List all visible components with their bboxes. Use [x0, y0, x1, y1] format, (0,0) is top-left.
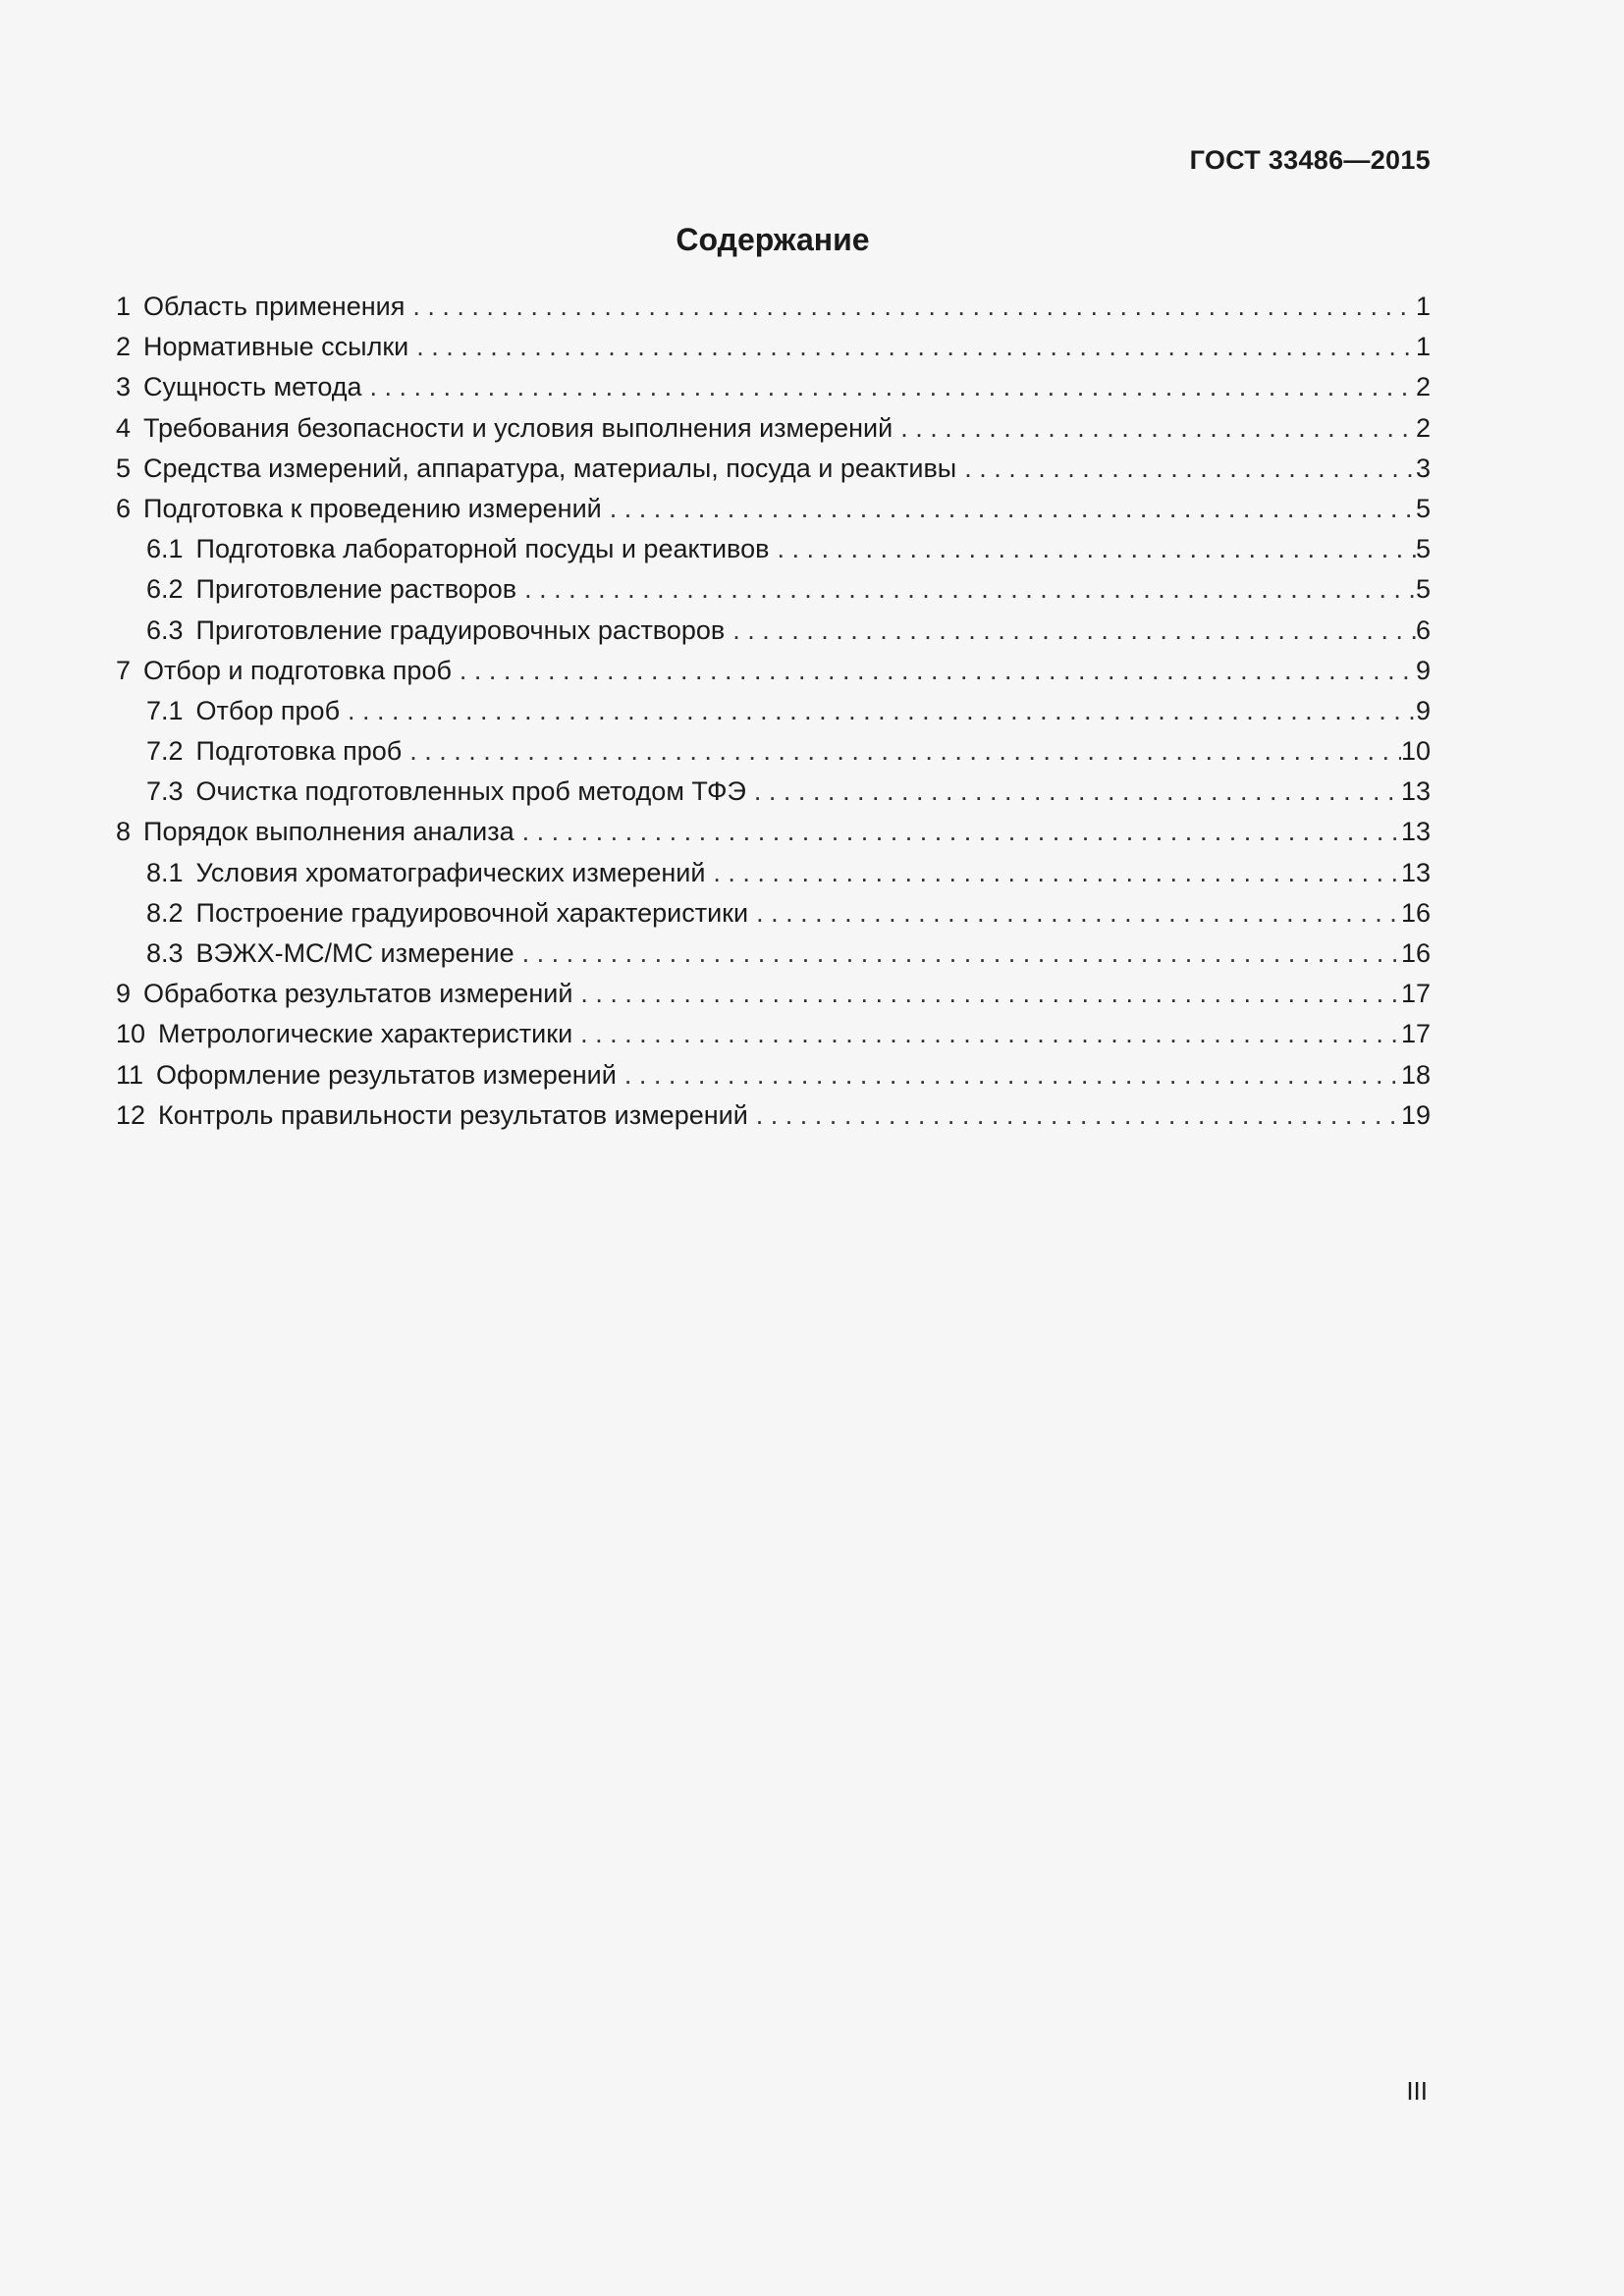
toc-entry-number: 2 — [116, 332, 132, 362]
toc-entry-title: Нормативные ссылки — [143, 332, 409, 362]
toc-entry-page: 9 — [1415, 655, 1431, 685]
toc-entry-title: Метрологические характеристики — [158, 1019, 573, 1049]
toc-entry-number: 10 — [116, 1019, 146, 1049]
toc-entry-number: 6 — [116, 493, 132, 523]
dot-leader — [769, 529, 1416, 569]
toc-entry-page: 5 — [1415, 493, 1431, 523]
dot-leader — [408, 327, 1416, 367]
toc-entry-page: 13 — [1400, 776, 1431, 807]
toc-entry-2[interactable] — [116, 327, 1431, 367]
toc-entry-title: Подготовка к проведению измерений — [143, 493, 602, 523]
toc-entry-title: Условия хроматографических измерений — [195, 857, 706, 887]
toc-entry-title: Очистка подготовленных проб методом ТФЭ — [195, 776, 746, 807]
toc-entry-number: 8.1 — [146, 857, 184, 887]
toc-entry-1[interactable] — [116, 287, 1431, 327]
page-number: III — [1406, 2076, 1428, 2106]
toc-entry-number: 8 — [116, 817, 132, 847]
dot-leader — [602, 489, 1416, 529]
toc-entry-title: Приготовление растворов — [195, 574, 517, 605]
toc-entry-number: 1 — [116, 292, 132, 321]
toc-entry-title: Отбор и подготовка проб — [143, 655, 452, 685]
toc-entry-10[interactable] — [116, 1014, 1431, 1054]
dot-leader — [405, 287, 1416, 327]
toc-entry-title: Обработка результатов измерений — [143, 979, 573, 1009]
toc-entry-page: 13 — [1400, 817, 1431, 847]
toc-entry-page: 17 — [1400, 1019, 1431, 1049]
toc-entry-11[interactable] — [116, 1055, 1431, 1095]
toc-entry-number: 12 — [116, 1099, 146, 1130]
toc-entry-number: 7.2 — [146, 736, 184, 767]
toc-entry-6-1[interactable] — [116, 529, 1431, 569]
toc-entry-page: 1 — [1415, 292, 1431, 321]
toc-entry-7-1[interactable] — [116, 691, 1431, 731]
toc-entry-title: Подготовка лабораторной посуды и реактивов — [195, 534, 770, 564]
toc-entry-4[interactable] — [116, 408, 1431, 449]
toc-entry-title: Контроль правильности результатов измерений — [158, 1099, 748, 1130]
dot-leader — [402, 731, 1401, 772]
dot-leader — [893, 408, 1416, 449]
toc-entry-5[interactable] — [116, 449, 1431, 489]
toc-entry-page: 6 — [1415, 614, 1431, 645]
toc-entry-page: 3 — [1415, 453, 1431, 483]
toc-entry-number: 4 — [116, 412, 132, 443]
toc-entry-title: Порядок выполнения анализа — [143, 817, 514, 847]
dot-leader — [956, 449, 1416, 489]
toc-entry-title: Приготовление градуировочных растворов — [195, 614, 726, 645]
toc-entry-page: 1 — [1415, 332, 1431, 362]
toc-entry-6[interactable] — [116, 489, 1431, 529]
toc-entry-number: 7.3 — [146, 776, 184, 807]
toc-entry-9[interactable] — [116, 974, 1431, 1014]
toc-entry-number: 6.1 — [146, 534, 184, 564]
dot-leader — [748, 1095, 1401, 1136]
toc-entry-title: Сущность метода — [143, 372, 362, 402]
dot-leader — [572, 1014, 1401, 1054]
toc-entry-title: Подготовка проб — [195, 736, 403, 767]
dot-leader — [514, 934, 1401, 974]
toc-entry-number: 7 — [116, 655, 132, 685]
toc-entry-title: Построение градуировочной характеристики — [195, 897, 749, 928]
table-of-contents — [116, 287, 1431, 1136]
document-code: ГОСТ 33486—2015 — [1189, 145, 1431, 175]
toc-title: Содержание — [676, 222, 870, 257]
toc-entry-page: 5 — [1415, 574, 1431, 605]
toc-entry-title: Оформление результатов измерений — [156, 1059, 617, 1090]
toc-entry-number: 9 — [116, 979, 132, 1009]
toc-entry-title: Отбор проб — [195, 695, 341, 725]
toc-entry-page: 2 — [1415, 412, 1431, 443]
dot-leader — [452, 651, 1416, 691]
toc-entry-number: 6.3 — [146, 614, 184, 645]
toc-entry-title: ВЭЖХ-МС/МС измерение — [195, 938, 514, 968]
toc-entry-page: 10 — [1400, 736, 1431, 767]
dot-leader — [725, 611, 1416, 651]
dot-leader — [705, 853, 1401, 893]
dot-leader — [516, 569, 1416, 610]
toc-entry-7[interactable] — [116, 651, 1431, 691]
toc-entry-8-1[interactable] — [116, 853, 1431, 893]
toc-entry-3[interactable] — [116, 367, 1431, 407]
toc-entry-8-2[interactable] — [116, 893, 1431, 934]
toc-entry-number: 11 — [116, 1059, 144, 1090]
toc-entry-page: 16 — [1400, 938, 1431, 968]
toc-entry-6-2[interactable] — [116, 569, 1431, 610]
toc-entry-number: 5 — [116, 453, 132, 483]
toc-entry-7-3[interactable] — [116, 772, 1431, 812]
toc-entry-number: 6.2 — [146, 574, 184, 605]
toc-entry-page: 16 — [1400, 897, 1431, 928]
toc-entry-number: 8.3 — [146, 938, 184, 968]
toc-entry-number: 8.2 — [146, 897, 184, 928]
toc-entry-title: Средства измерений, аппаратура, материалы, посуда и реактивы — [143, 453, 957, 483]
toc-entry-page: 18 — [1400, 1059, 1431, 1090]
dot-leader — [572, 974, 1401, 1014]
toc-entry-page: 2 — [1415, 372, 1431, 402]
toc-entry-8-3[interactable] — [116, 934, 1431, 974]
dot-leader — [748, 893, 1401, 934]
dot-leader — [340, 691, 1416, 731]
toc-entry-page: 17 — [1400, 979, 1431, 1009]
dot-leader — [746, 772, 1401, 812]
dot-leader — [362, 367, 1416, 407]
toc-entry-page: 5 — [1415, 534, 1431, 564]
dot-leader — [514, 812, 1401, 852]
toc-entry-12[interactable] — [116, 1095, 1431, 1136]
toc-entry-6-3[interactable] — [116, 611, 1431, 651]
toc-entry-title: Область применения — [143, 292, 406, 321]
toc-entry-page: 19 — [1400, 1099, 1431, 1130]
dot-leader — [617, 1055, 1401, 1095]
toc-entry-number: 3 — [116, 372, 132, 402]
toc-entry-8[interactable] — [116, 812, 1431, 852]
toc-entry-page: 13 — [1400, 857, 1431, 887]
toc-entry-7-2[interactable] — [116, 731, 1431, 772]
toc-entry-title: Требования безопасности и условия выполнения измерений — [143, 412, 893, 443]
toc-entry-page: 9 — [1415, 695, 1431, 725]
toc-entry-number: 7.1 — [146, 695, 184, 725]
